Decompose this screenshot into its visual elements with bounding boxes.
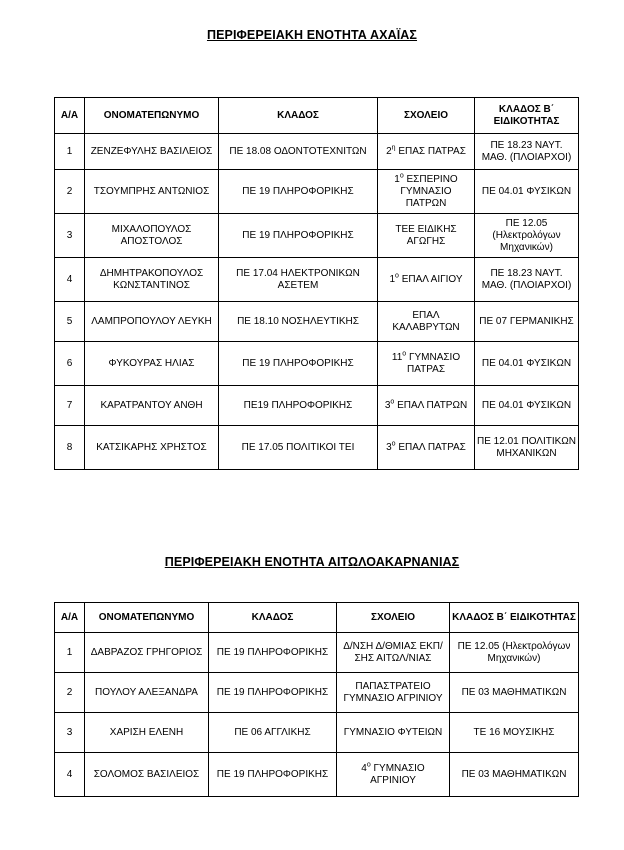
cell-klados: ΠΕ 19 ΠΛΗΡΟΦΟΡΙΚΗΣ [219,170,378,214]
cell-klados-b: ΠΕ 18.23 ΝΑΥΤ. ΜΑΘ. (ΠΛΟΙΑΡΧΟΙ) [475,134,579,170]
cell-name: ΜΙΧΑΛΟΠΟΥΛΟΣ ΑΠΟΣΤΟΛΟΣ [85,214,219,258]
cell-name: ΛΑΜΠΡΟΠΟΥΛΟΥ ΛΕΥΚΗ [85,302,219,342]
cell-aa: 6 [55,342,85,386]
cell-klados: ΠΕ 19 ΠΛΗΡΟΦΟΡΙΚΗΣ [219,342,378,386]
ordinal-superscript: ο [399,172,404,180]
cell-name: ΔΗΜΗΤΡΑΚΟΠΟΥΛΟΣ ΚΩΝΣΤΑΝΤΙΝΟΣ [85,258,219,302]
cell-klados-b: ΠΕ 18.23 ΝΑΥΤ. ΜΑΘ. (ΠΛΟΙΑΡΧΟΙ) [475,258,579,302]
header-aa: Α/Α [55,603,85,633]
table-row [55,258,579,302]
table-row [55,713,579,753]
ordinal-superscript: ο [391,440,396,448]
cell-klados-b: ΠΕ 03 ΜΑΘΗΜΑΤΙΚΩΝ [450,673,579,713]
cell-aa: 2 [55,673,85,713]
cell-aa: 4 [55,258,85,302]
table-aitoloakarnania [54,602,579,797]
cell-name: ΧΑΡΙΣΗ ΕΛΕΝΗ [85,713,209,753]
cell-klados-b: ΠΕ 12.01 ΠΟΛΙΤΙΚΩΝ ΜΗΧΑΝΙΚΩΝ [475,426,579,470]
cell-aa: 4 [55,753,85,797]
cell-aa: 3 [55,214,85,258]
cell-klados-b: ΠΕ 07 ΓΕΡΜΑΝΙΚΗΣ [475,302,579,342]
table-row [55,753,579,797]
cell-name: ΣΟΛΟΜΟΣ ΒΑΣΙΛΕΙΟΣ [85,753,209,797]
cell-klados-b: ΠΕ 12.05 (Ηλεκτρολόγων Μηχανικών) [450,633,579,673]
cell-school: ΠΑΠΑΣΤΡΑΤΕΙΟ ΓΥΜΝΑΣΙΟ ΑΓΡΙΝΙΟΥ [337,673,450,713]
header-klados-b: ΚΛΑΔΟΣ Β΄ ΕΙΔΙΚΟΤΗΤΑΣ [450,603,579,633]
cell-klados-b: ΠΕ 03 ΜΑΘΗΜΑΤΙΚΩΝ [450,753,579,797]
table-row [55,302,579,342]
cell-school: $11^o$ ΓΥΜΝΑΣΙΟ ΠΑΤΡΑΣ [378,342,475,386]
header-name: ΟΝΟΜΑΤΕΠΩΝΥΜΟ [85,603,209,633]
cell-name: ΠΟΥΛΟΥ ΑΛΕΞΑΝΔΡΑ [85,673,209,713]
section-title-achaia: ΠΕΡΙΦΕΡΕΙΑΚΗ ΕΝΟΤΗΤΑ ΑΧΑΪΑΣ [206,28,418,42]
cell-name: ΤΣΟΥΜΠΡΗΣ ΑΝΤΩΝΙΟΣ [85,170,219,214]
cell-klados: ΠΕ 19 ΠΛΗΡΟΦΟΡΙΚΗΣ [209,673,337,713]
cell-klados: ΠΕ 17.04 ΗΛΕΚΤΡΟΝΙΚΩΝ ΑΣΕΤΕΜ [219,258,378,302]
header-school: ΣΧΟΛΕΙΟ [337,603,450,633]
table-row [55,342,579,386]
cell-school: $3^o$ ΕΠΑΛ ΠΑΤΡΩΝ [378,386,475,426]
header-aa: Α/Α [55,98,85,134]
cell-aa: 1 [55,633,85,673]
ordinal-superscript: ο [395,272,399,280]
cell-school: ΕΠΑΛ ΚΑΛΑΒΡΥΤΩΝ [378,302,475,342]
cell-school: ΓΥΜΝΑΣΙΟ ΦΥΤΕΙΩΝ [337,713,450,753]
cell-klados-b: ΠΕ 04.01 ΦΥΣΙΚΩΝ [475,342,579,386]
cell-aa: 7 [55,386,85,426]
cell-school: $3^o$ ΕΠΑΛ ΠΑΤΡΑΣ [378,426,475,470]
header-klados-b: ΚΛΑΔΟΣ Β΄ ΕΙΔΙΚΟΤΗΤΑΣ [475,98,579,134]
cell-klados: ΠΕ 18.10 ΝΟΣΗΛΕΥΤΙΚΗΣ [219,302,378,342]
table-row [55,134,579,170]
ordinal-superscript: ο [366,761,371,769]
cell-name: ΖΕΝΖΕΦΥΛΗΣ ΒΑΣΙΛΕΙΟΣ [85,134,219,170]
table-row [55,214,579,258]
table-body [55,134,579,470]
table-row [55,633,579,673]
header-school: ΣΧΟΛΕΙΟ [378,98,475,134]
table-row [55,170,579,214]
cell-aa: 1 [55,134,85,170]
ordinal-superscript: ο [402,350,407,358]
cell-name: ΚΑΡΑΤΡΑΝΤΟΥ ΑΝΘΗ [85,386,219,426]
cell-school: $1^o$ ΕΣΠΕΡΙΝΟ ΓΥΜΝΑΣΙΟ ΠΑΤΡΩΝ [378,170,475,214]
table-header-row [55,603,579,633]
cell-klados: ΠΕ 19 ΠΛΗΡΟΦΟΡΙΚΗΣ [209,633,337,673]
table-body [55,633,579,797]
cell-aa: 5 [55,302,85,342]
section-title-aitoloakarnania: ΠΕΡΙΦΕΡΕΙΑΚΗ ΕΝΟΤΗΤΑ ΑΙΤΩΛΟΑΚΑΡΝΑΝΙΑΣ [164,555,460,569]
cell-aa: 8 [55,426,85,470]
table-row [55,426,579,470]
cell-school: ΤΕΕ ΕΙΔΙΚΗΣ ΑΓΩΓΗΣ [378,214,475,258]
header-name: ΟΝΟΜΑΤΕΠΩΝΥΜΟ [85,98,219,134]
cell-name: ΔΑΒΡΑΖΟΣ ΓΡΗΓΟΡΙΟΣ [85,633,209,673]
header-klados: ΚΛΑΔΟΣ [209,603,337,633]
table-row [55,386,579,426]
cell-school: $4^o$ ΓΥΜΝΑΣΙΟ ΑΓΡΙΝΙΟΥ [337,753,450,797]
cell-name: ΦΥΚΟΥΡΑΣ ΗΛΙΑΣ [85,342,219,386]
cell-klados-b: ΠΕ 04.01 ΦΥΣΙΚΩΝ [475,170,579,214]
cell-aa: 3 [55,713,85,753]
cell-aa: 2 [55,170,85,214]
cell-klados: ΠΕ19 ΠΛΗΡΟΦΟΡΙΚΗΣ [219,386,378,426]
cell-klados-b: ΠΕ 12.05 (Ηλεκτρολόγων Μηχανικών) [475,214,579,258]
cell-school: Δ/ΝΣΗ Δ/ΘΜΙΑΣ ΕΚΠ/ΣΗΣ ΑΙΤΩΛ/ΝΙΑΣ [337,633,450,673]
table-header-row [55,98,579,134]
cell-school: $2^\eta$ ΕΠΑΣ ΠΑΤΡΑΣ [378,134,475,170]
cell-klados: ΠΕ 19 ΠΛΗΡΟΦΟΡΙΚΗΣ [209,753,337,797]
table-row [55,673,579,713]
cell-name: ΚΑΤΣΙΚΑΡΗΣ ΧΡΗΣΤΟΣ [85,426,219,470]
cell-klados-b: ΠΕ 04.01 ΦΥΣΙΚΩΝ [475,386,579,426]
cell-klados: ΠΕ 17.05 ΠΟΛΙΤΙΚΟΙ ΤΕΙ [219,426,378,470]
cell-school: $1^o$ ΕΠΑΛ ΑΙΓΙΟΥ [378,258,475,302]
cell-klados: ΠΕ 06 ΑΓΓΛΙΚΗΣ [209,713,337,753]
ordinal-superscript: ο [390,398,395,406]
ordinal-superscript: η [391,144,396,152]
cell-klados-b: ΤΕ 16 ΜΟΥΣΙΚΗΣ [450,713,579,753]
header-klados: ΚΛΑΔΟΣ [219,98,378,134]
cell-klados: ΠΕ 18.08 ΟΔΟΝΤΟΤΕΧΝΙΤΩΝ [219,134,378,170]
cell-klados: ΠΕ 19 ΠΛΗΡΟΦΟΡΙΚΗΣ [219,214,378,258]
table-achaia [54,97,579,470]
